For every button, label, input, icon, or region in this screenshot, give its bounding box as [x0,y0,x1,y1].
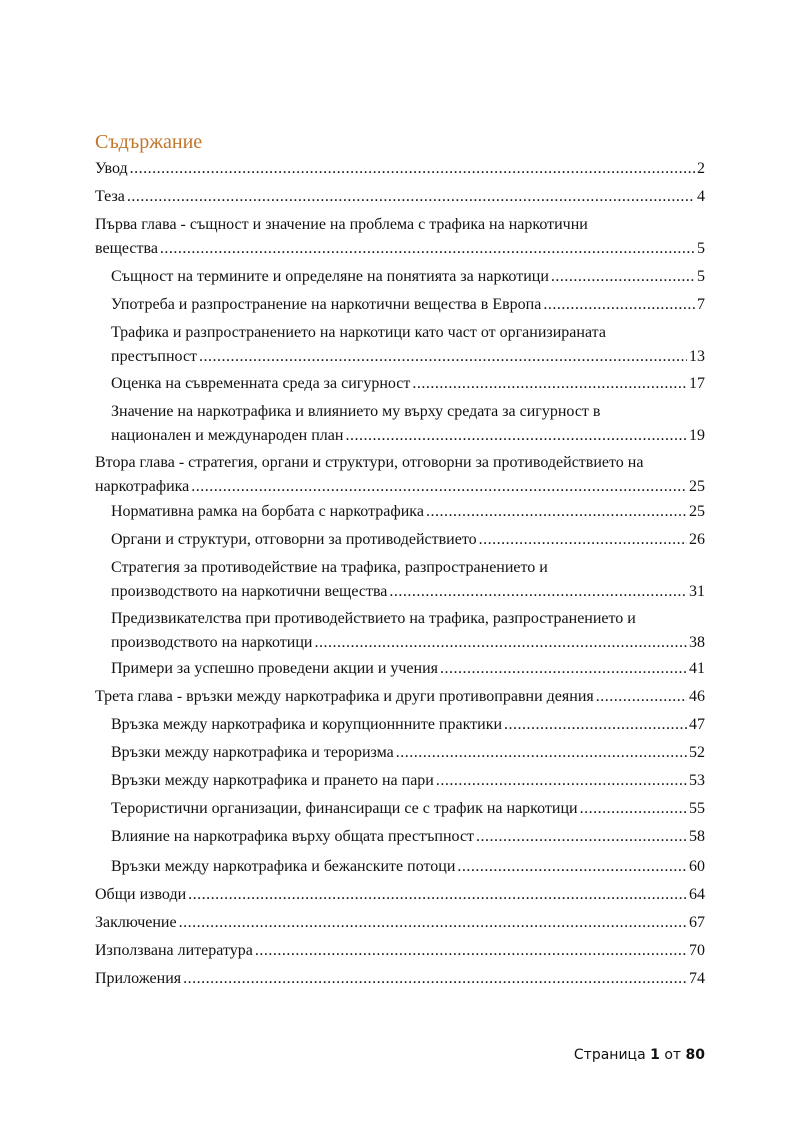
toc-entry-row [95,157,705,181]
toc-entry[interactable] [111,293,705,317]
toc-entry-title: национален и международен план [111,427,344,444]
toc-entry[interactable] [111,372,705,396]
toc-entry-title: производството на наркотични вещества [111,583,388,600]
toc-page-number: 38 [689,634,705,651]
toc-entry[interactable] [111,528,705,552]
toc-page-number: 25 [689,503,705,520]
toc-page-number: 53 [689,772,705,789]
toc-dot-leader [543,293,695,317]
toc-entry-row [111,657,705,681]
toc-entry-line: Трафика и разпространението на наркотици като част от организираната [111,324,606,341]
toc-entry-title: Връзка между наркотрафика и корупционнните практики [111,716,503,733]
toc-dot-leader [191,475,687,499]
toc-page-number: 52 [689,744,705,761]
toc-entry-row [95,911,705,935]
toc-entry-title: Увод [95,160,128,177]
toc-entry-title: Използвана литература [95,942,253,959]
toc-page-number: 31 [689,583,705,600]
toc-dot-leader [580,797,687,821]
toc-entry[interactable] [111,400,705,448]
toc-dot-leader [179,911,687,935]
toc-entry-line: Значение на наркотрафика и влиянието му върху средата за сигурност в [111,403,601,420]
toc-entry[interactable] [95,157,705,181]
toc-page-number: 58 [689,828,705,845]
toc-dot-leader [479,528,687,552]
toc-entry-title: наркотрафика [95,478,190,495]
toc-entry[interactable] [111,500,705,524]
toc-entry-row [95,685,705,709]
toc-page-number: 74 [689,970,705,987]
toc-dot-leader [426,500,687,524]
toc-entry[interactable] [95,939,705,963]
toc-entry[interactable] [111,797,705,821]
toc-entry-row [95,185,705,209]
toc-dot-leader [457,855,687,879]
toc-page-number: 47 [689,716,705,733]
toc-entry-row [111,797,705,821]
toc-dot-leader [389,580,687,604]
page-footer [574,1047,705,1063]
toc-entry-line: Стратегия за противодействие на трафика, разпространението и [111,559,548,576]
toc-entry-row [111,265,705,289]
toc-dot-leader [345,424,687,448]
toc-page-number: 70 [689,942,705,959]
footer-separator: от [664,1047,682,1063]
toc-dot-leader [127,185,695,209]
toc-page-number: 19 [689,427,705,444]
toc-entry[interactable] [111,607,705,655]
toc-entry-row [111,345,705,369]
toc-entry-row [111,855,705,879]
toc-entry-row [111,424,705,448]
toc-entry-row [95,939,705,963]
toc-entry-title: Връзки между наркотрафика и тероризма [111,744,394,761]
toc-entry-row [111,293,705,317]
toc-entry[interactable] [111,657,705,681]
toc-entry[interactable] [95,185,705,209]
toc-entry[interactable] [95,911,705,935]
toc-entry-title: производството на наркотици [111,634,313,651]
toc-entry-title: Същност на термините и определяне на понятията за наркотици [111,268,549,285]
toc-entry-row [111,825,705,849]
footer-current-page: 1 [650,1047,660,1063]
toc-entry[interactable] [111,825,705,849]
toc-entry-title: Употреба и разпространение на наркотични вещества в Европа [111,296,542,313]
toc-page-number: 25 [689,478,705,495]
toc-entry-title: Заключение [95,914,177,931]
toc-entry-title: Органи и структури, отговорни за противодействието [111,531,477,548]
toc-entry[interactable] [111,321,705,369]
toc-entry-row [111,769,705,793]
toc-entry-title: престъпност [111,348,198,365]
toc-entry[interactable] [95,685,705,709]
toc-dot-leader [504,713,687,737]
toc-page-number: 5 [697,268,705,285]
toc-page-number: 4 [697,188,705,205]
toc-entry-line: Предизвикателства при противодействието на трафика, разпространението и [111,610,636,627]
toc-entry-row [95,237,705,261]
toc-title: Съдържание [95,131,203,153]
toc-dot-leader [436,769,687,793]
footer-total-pages: 80 [685,1047,705,1063]
toc-page-number: 46 [689,688,705,705]
toc-entry-title: Връзки между наркотрафика и бежанските потоци [111,858,456,875]
toc-entry[interactable] [111,769,705,793]
toc-entry-row [111,372,705,396]
toc-dot-leader [183,967,687,991]
toc-dot-leader [551,265,695,289]
toc-entry-row [111,631,705,655]
toc-entry-title: вещества [95,240,158,257]
toc-entry[interactable] [95,967,705,991]
toc-entry-title: Терористични организации, финансиращи се с трафик на наркотици [111,800,578,817]
toc-entry-title: Нормативна рамка на борбата с наркотрафика [111,503,424,520]
toc-entry-title: Влияние на наркотрафика върху общата престъпност [111,828,475,845]
toc-dot-leader [440,657,687,681]
toc-dot-leader [255,939,687,963]
toc-page-number: 13 [689,348,705,365]
toc-entry[interactable] [95,451,705,499]
toc-entry-title: Оценка на съвременната среда за сигурност [111,375,411,392]
toc-entry-title: Връзки между наркотрафика и прането на пари [111,772,434,789]
toc-page-number: 17 [689,375,705,392]
toc-entry-title: Трета глава - връзки между наркотрафика и други противоправни деяния [95,688,594,705]
toc-entry-row [111,580,705,604]
toc-entry-row [111,713,705,737]
toc-dot-leader [199,345,687,369]
toc-dot-leader [130,157,695,181]
toc-entry-row [95,475,705,499]
toc-page-number: 5 [697,240,705,257]
toc-dot-leader [596,685,687,709]
toc-page-number: 7 [697,296,705,313]
toc-entry[interactable] [111,713,705,737]
toc-entry[interactable] [111,265,705,289]
toc-dot-leader [476,825,687,849]
toc-entry[interactable] [95,213,705,261]
toc-dot-leader [412,372,687,396]
toc-dot-leader [160,237,695,261]
toc-dot-leader [396,741,687,765]
toc-entry-line: Втора глава - стратегия, органи и структури, отговорни за противодействието на [95,454,644,471]
toc-entry-row [111,500,705,524]
toc-entry-title: Приложения [95,970,182,987]
toc-page-number: 41 [689,660,705,677]
toc-entry[interactable] [95,883,705,907]
footer-label: Страница [573,1047,646,1063]
toc-page-number: 67 [689,914,705,931]
toc-entry-title: Теза [95,188,125,205]
toc-page-number: 2 [697,160,705,177]
toc-entry-row [111,741,705,765]
toc-entry-title: Общи изводи [95,886,187,903]
toc-entry-line: Първа глава - същност и значение на проблема с трафика на наркотични [95,216,588,233]
toc-page-number: 55 [689,800,705,817]
toc-entry-row [95,967,705,991]
toc-page-number: 64 [689,886,705,903]
toc-dot-leader [188,883,687,907]
toc-entry-row [111,528,705,552]
toc-dot-leader [314,631,687,655]
toc-entry-title: Примери за успешно проведени акции и учения [111,660,439,677]
toc-entry[interactable] [111,556,705,604]
toc-entry[interactable] [111,741,705,765]
toc-page-number: 60 [689,858,705,875]
toc-entry-row [95,883,705,907]
toc-page-number: 26 [689,531,705,548]
toc-entry[interactable] [111,855,705,879]
